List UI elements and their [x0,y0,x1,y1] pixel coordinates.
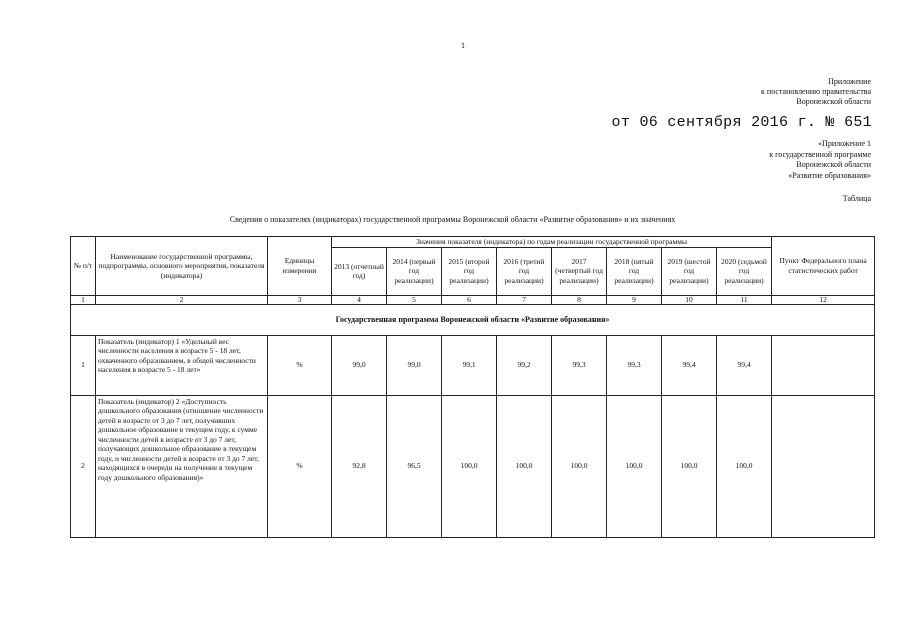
row-indicator-name: Показатель (индикатор) 1 «Удельный вес численности населения в возрасте 5 - 18 лет, охваченного образованием, в общей численности населения в возрасте 5 - 18 лет» [96,335,268,395]
column-number: 10 [662,295,717,304]
row-value: 100,0 [497,395,552,537]
column-number: 2 [96,295,268,304]
column-number: 3 [268,295,332,304]
section-title: Государственная программа Воронежской области «Развитие образования» [71,304,875,335]
column-number: 4 [332,295,387,304]
appendix-inner-header [769,139,871,181]
column-number: 1 [71,295,96,304]
row-value: 99,3 [607,335,662,395]
header-year: 2019 (шестой год реализации) [662,247,717,295]
column-number: 12 [772,295,875,304]
appendix-line-3: Воронежской области [796,97,871,106]
page-number: 1 [461,41,465,50]
row-unit: % [268,395,332,537]
appendix-line-2: к постановлению правительства [761,87,871,96]
section-row [71,304,875,335]
header-year: 2018 (пятый год реализации) [607,247,662,295]
header-row-1 [71,237,875,248]
column-number: 8 [552,295,607,304]
row-value: 99,4 [717,335,772,395]
header-name: Наименование государственной программы, подпрограммы, основного мероприятия, показателя (индикатора) [96,237,268,296]
row-num: 1 [71,335,96,395]
header-year: 2016 (третий год реализации) [497,247,552,295]
appendix-inner-line-3: Воронежской области [796,160,871,169]
header-year: 2020 (седьмой год реализации) [717,247,772,295]
row-value: 100,0 [717,395,772,537]
row-plan [772,395,875,537]
header-year: 2013 (отчетный год) [332,247,387,295]
row-num: 2 [71,395,96,537]
header-values-group: Значения показателя (индикатора) по годам реализации государственной программы [332,237,772,248]
header-year: 2017 (четвертый год реализации) [552,247,607,295]
row-value: 100,0 [552,395,607,537]
appendix-header [761,77,871,107]
header-year: 2014 (первый год реализации) [387,247,442,295]
header-num: № п/т [71,237,96,296]
row-indicator-name: Показатель (индикатор) 2 «Доступность дошкольного образования (отношение численности детей в возрасте от 3 до 7 лет, получивших дошкольное образование в текущем году, к сумме численности детей в возрасте от 3 до 7 лет, получающих дошкольное образование в текущем году, и численности детей в возрасте от 3 до 7 лет, находящихся в очереди на получение в текущем году дошкольного образования)» [96,395,268,537]
row-unit: % [268,335,332,395]
column-number: 6 [442,295,497,304]
column-number: 5 [387,295,442,304]
column-number: 7 [497,295,552,304]
column-number: 11 [717,295,772,304]
table-row [71,395,875,537]
column-number-row [71,295,875,304]
header-plan: Пункт Федерального плана статистических работ [772,237,875,296]
row-value: 96,5 [387,395,442,537]
appendix-line-1: Приложение [828,77,871,86]
row-plan [772,335,875,395]
row-value: 99,0 [387,335,442,395]
row-value: 99,1 [442,335,497,395]
appendix-inner-line-1: «Приложение 1 [818,139,871,148]
row-value: 92,8 [332,395,387,537]
appendix-inner-line-4: «Развитие образования» [788,170,871,180]
table-row [71,335,875,395]
row-value: 99,0 [332,335,387,395]
indicators-table [70,236,875,538]
appendix-inner-line-2: к государственной программе [769,149,871,159]
resolution-date: от 06 сентября 2016 г. № 651 [611,114,872,131]
row-value: 99,2 [497,335,552,395]
row-value: 100,0 [442,395,497,537]
table-caption: Сведения о показателях (индикаторах) государственной программы Воронежской области «Развитие образования» и их значениях [229,215,676,224]
column-number: 9 [607,295,662,304]
header-year: 2015 (второй год реализации) [442,247,497,295]
table-label: Таблица [842,194,871,203]
row-value: 100,0 [607,395,662,537]
row-value: 100,0 [662,395,717,537]
row-value: 99,4 [662,335,717,395]
header-unit: Единицы измерения [268,237,332,296]
row-value: 99,3 [552,335,607,395]
